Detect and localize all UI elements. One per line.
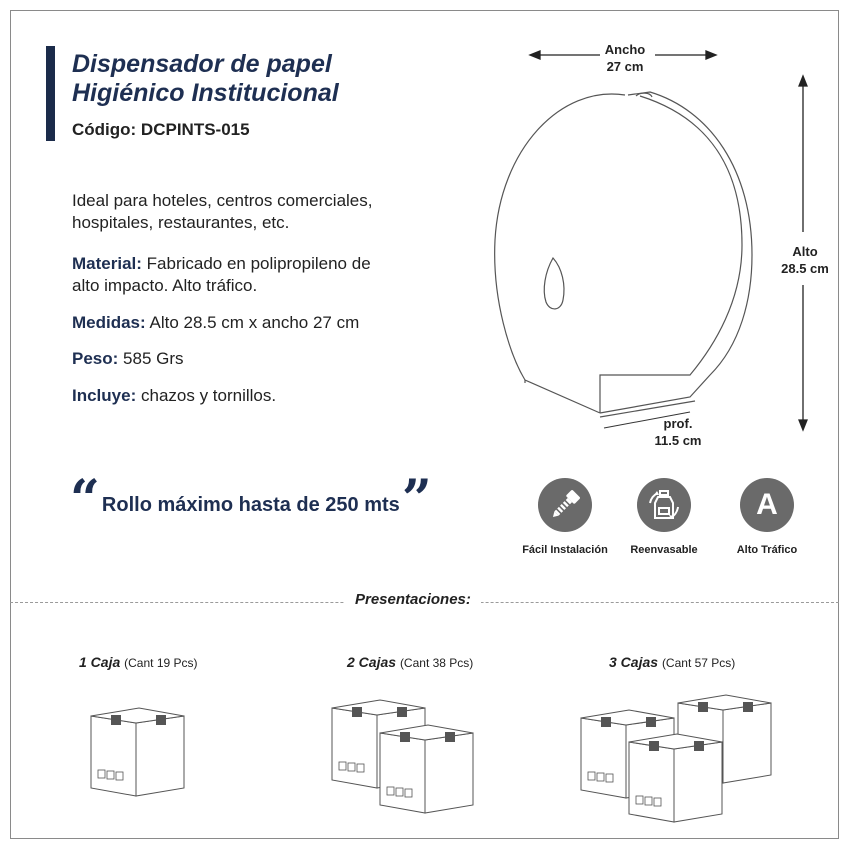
feature-label: Reenvasable xyxy=(630,544,698,556)
open-quote-mark: “ xyxy=(70,469,100,530)
pack-detail: (Cant 38 Pcs) xyxy=(399,656,474,670)
feature-label: Alto Tráfico xyxy=(736,544,798,556)
pack-detail: (Cant 57 Pcs) xyxy=(661,656,736,670)
pack-name: 2 Cajas xyxy=(347,654,397,670)
intro-line2: hospitales, restaurantes, etc. xyxy=(72,213,290,232)
incluye-label: Incluye: xyxy=(72,386,137,405)
material-line2: alto impacto. Alto tráfico. xyxy=(72,276,258,295)
intro-line1: Ideal para hoteles, centros comerciales, xyxy=(72,191,373,210)
peso-label: Peso: xyxy=(72,349,119,368)
height-label: Alto xyxy=(792,244,818,259)
feature-label: Fácil Instalación xyxy=(522,544,608,556)
product-title-line1: Dispensador de papel xyxy=(72,50,332,78)
product-title-line2: Higiénico Institucional xyxy=(72,79,339,107)
material-label: Material: xyxy=(72,254,142,273)
medidas-value: Alto 28.5 cm x ancho 27 cm xyxy=(149,313,360,332)
depth-label: prof. xyxy=(663,416,693,431)
product-code: Código: DCPINTS-015 xyxy=(72,120,250,139)
medidas-label: Medidas: xyxy=(72,313,146,332)
peso-value: 585 Grs xyxy=(123,349,184,368)
width-value: 27 cm xyxy=(606,59,644,74)
cardboard-box-icon xyxy=(91,708,184,796)
width-label: Ancho xyxy=(604,42,646,57)
pack-name: 1 Caja xyxy=(79,654,121,670)
quote-text: Rollo máximo hasta de 250 mts xyxy=(101,494,400,516)
material-line1: Fabricado en polipropileno de xyxy=(146,254,371,273)
presentations-title: Presentaciones: xyxy=(345,591,481,608)
cardboard-box-icon xyxy=(629,734,722,822)
cardboard-box-icon xyxy=(380,725,473,813)
pack-name: 3 Cajas xyxy=(609,654,659,670)
height-value: 28.5 cm xyxy=(781,261,829,276)
letter-a-glyph: A xyxy=(756,488,778,521)
incluye-value: chazos y tornillos. xyxy=(140,386,277,405)
depth-value: 11.5 cm xyxy=(654,433,702,448)
close-quote-mark: ” xyxy=(401,469,432,530)
pack-detail: (Cant 19 Pcs) xyxy=(124,656,198,670)
